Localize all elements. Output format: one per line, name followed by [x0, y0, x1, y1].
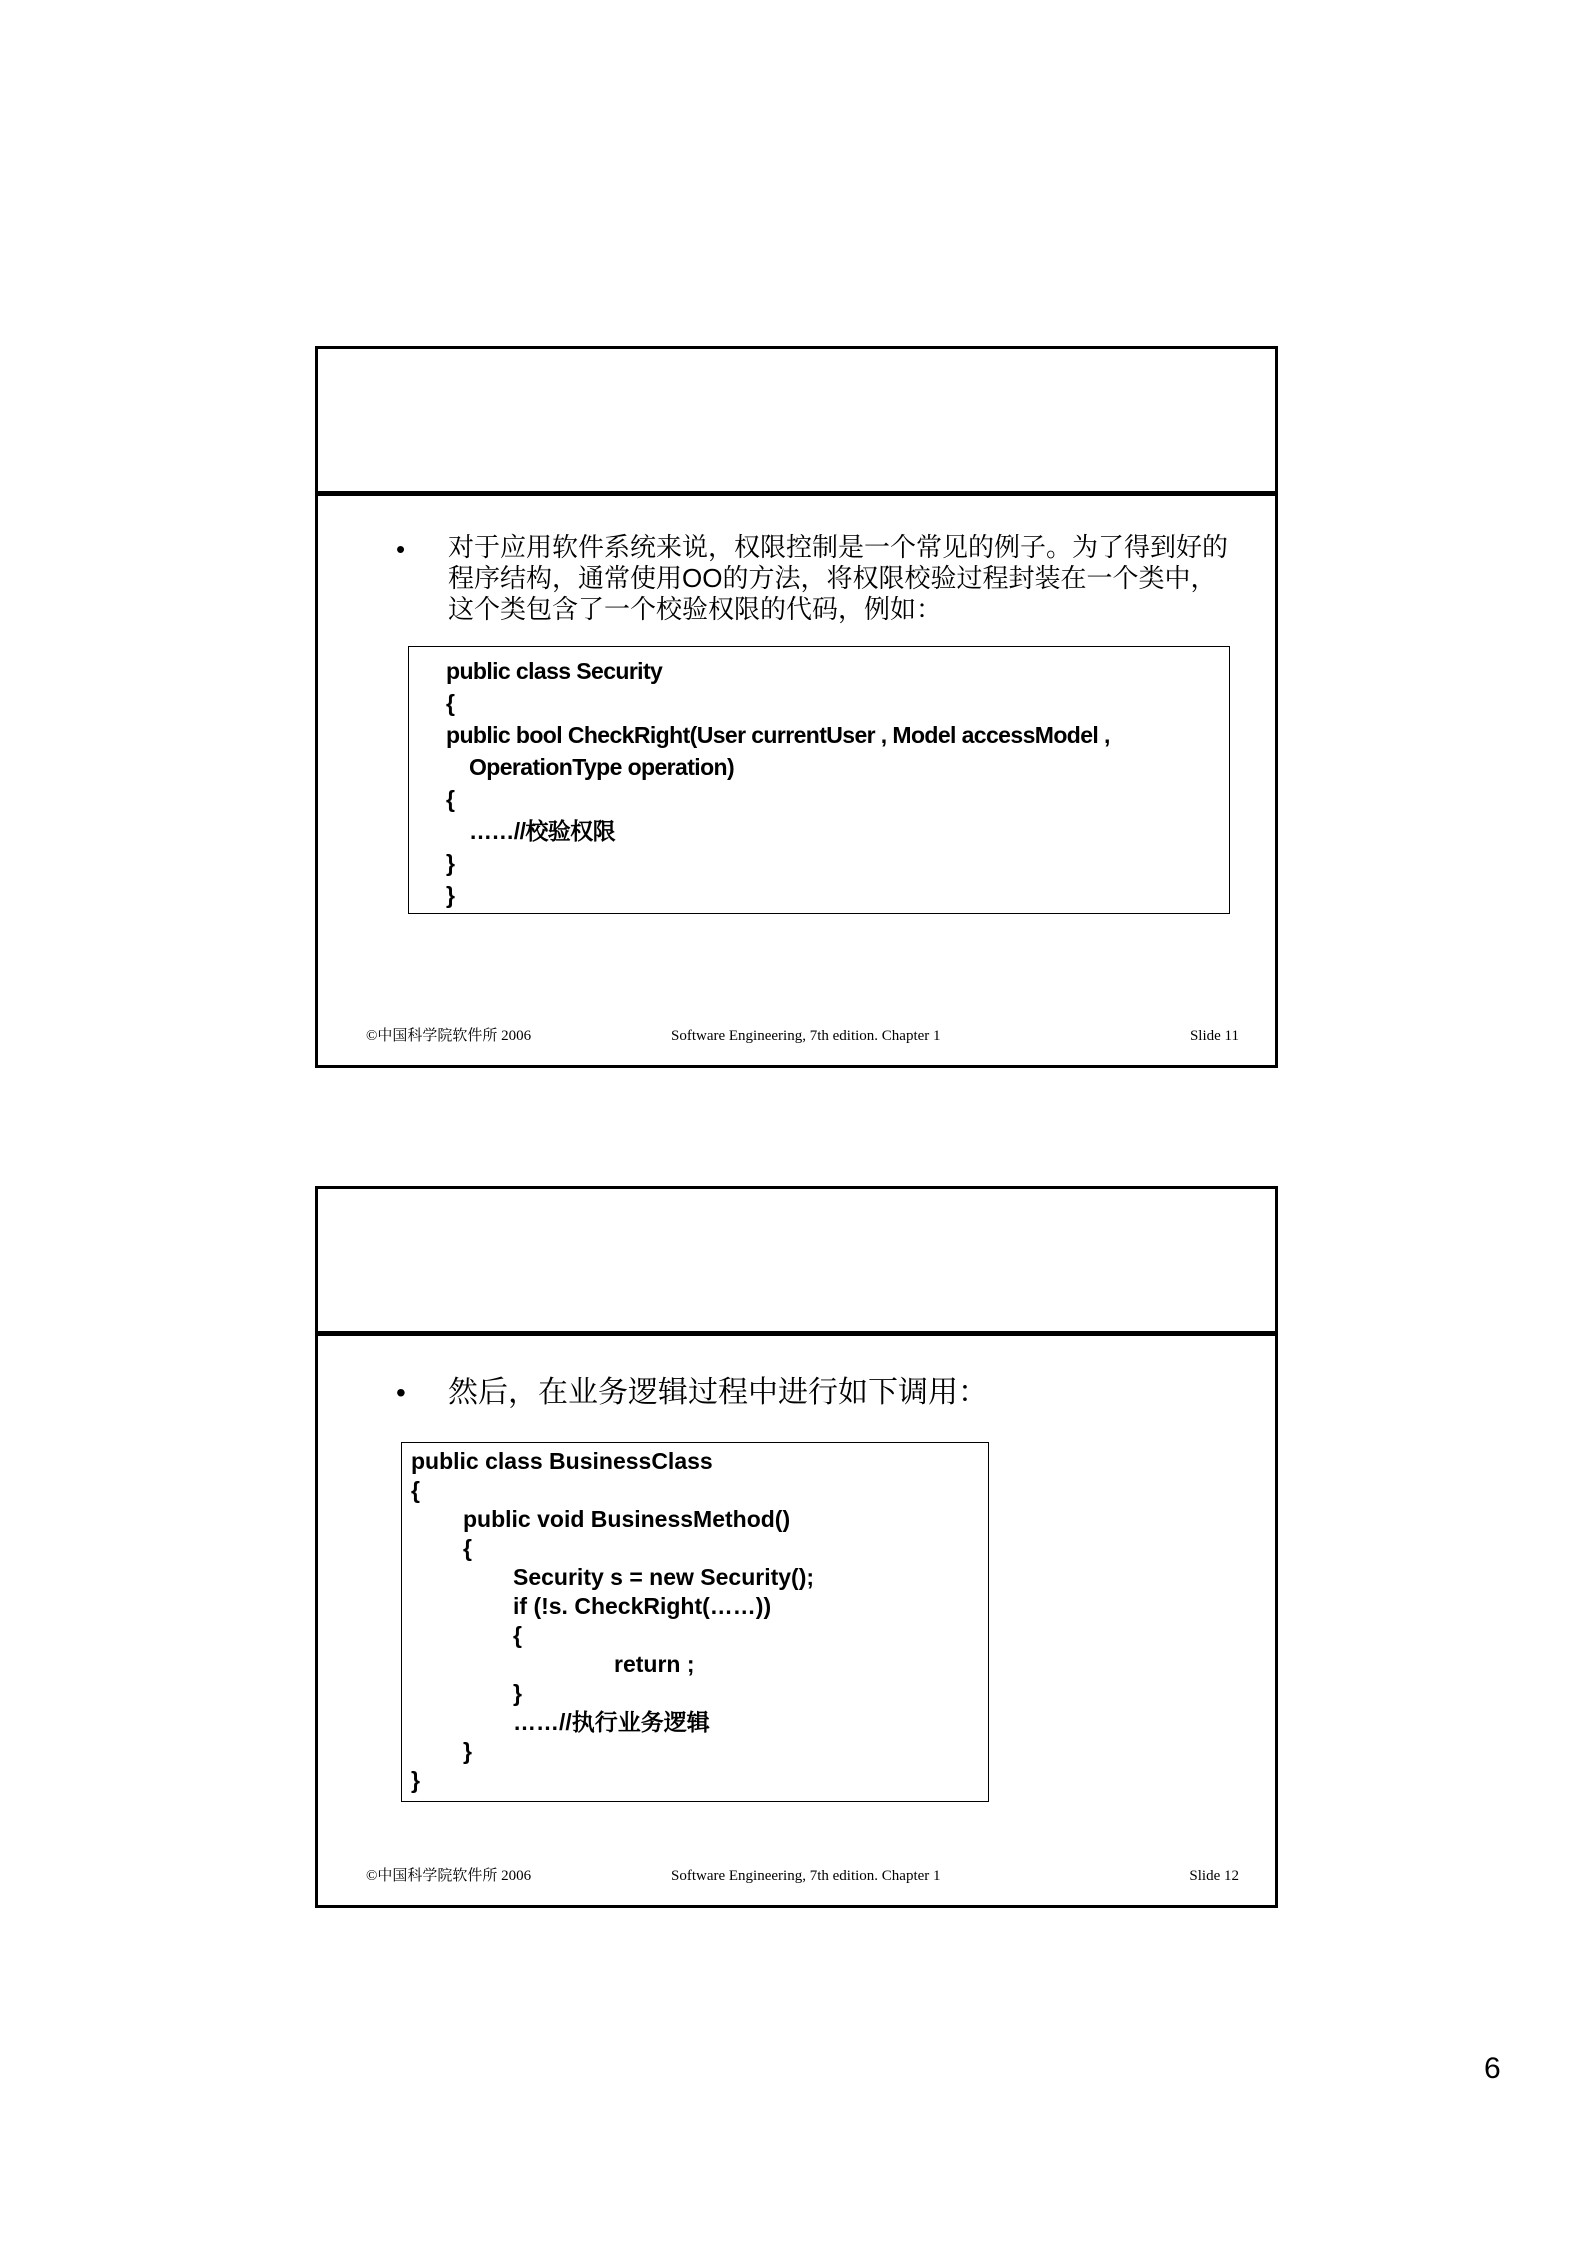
code-line: } [446, 882, 455, 908]
title-divider [318, 491, 1275, 496]
code-line: public void BusinessMethod() [463, 1506, 791, 1532]
footer-copyright: ©中国科学院软件所 2006 [366, 1868, 532, 1884]
code-line: { [411, 1477, 420, 1503]
code-line: Security s = new Security(); [513, 1564, 815, 1590]
code-line: public class BusinessClass [411, 1448, 713, 1474]
slide-title-area [318, 349, 1275, 491]
code-line: public class Security [446, 658, 663, 684]
bullet-text: 对于应用软件系统来说，权限控制是一个常见的例子。为了得到好的程序结构，通常使用OO的方法，将权限校验过程封装在一个类中，这个类包含了一个校验权限的代码，例如： [448, 532, 1229, 624]
code-block [401, 1442, 989, 1802]
bullet-text: 然后，在业务逻辑过程中进行如下调用： [448, 1376, 988, 1409]
bullet-dot-icon: • [396, 1377, 406, 1408]
bullet-dot-icon: • [396, 534, 406, 564]
footer-slide-number: Slide 11 [1189, 1028, 1239, 1044]
code-line: } [463, 1738, 472, 1764]
code-line: public bool CheckRight(User currentUser , Model accessModel , [446, 722, 1110, 748]
slide-12 [315, 1186, 1278, 1908]
slide-title-area [318, 1189, 1275, 1331]
page-number: 6 [1484, 2052, 1501, 2085]
title-divider [318, 1331, 1275, 1336]
code-line: OperationType operation) [469, 754, 735, 780]
code-line: } [446, 850, 455, 876]
code-line: } [411, 1767, 420, 1793]
slide-11 [315, 346, 1278, 1068]
code-line: { [446, 690, 455, 716]
footer-copyright: ©中国科学院软件所 2006 [366, 1028, 532, 1044]
code-line: { [513, 1622, 522, 1648]
code-line: if (!s. CheckRight(……)) [513, 1593, 772, 1619]
code-line: ……//执行业务逻辑 [513, 1709, 710, 1735]
code-line: ……//校验权限 [469, 818, 615, 844]
code-block [408, 646, 1230, 914]
footer-course: Software Engineering, 7th edition. Chapter 1 [671, 1028, 941, 1044]
footer-slide-number: Slide 12 [1189, 1868, 1239, 1884]
code-line: { [446, 786, 455, 812]
code-line: } [513, 1680, 522, 1706]
code-line: { [463, 1535, 472, 1561]
footer-course: Software Engineering, 7th edition. Chapter 1 [671, 1868, 941, 1884]
code-line: return ; [614, 1651, 695, 1677]
